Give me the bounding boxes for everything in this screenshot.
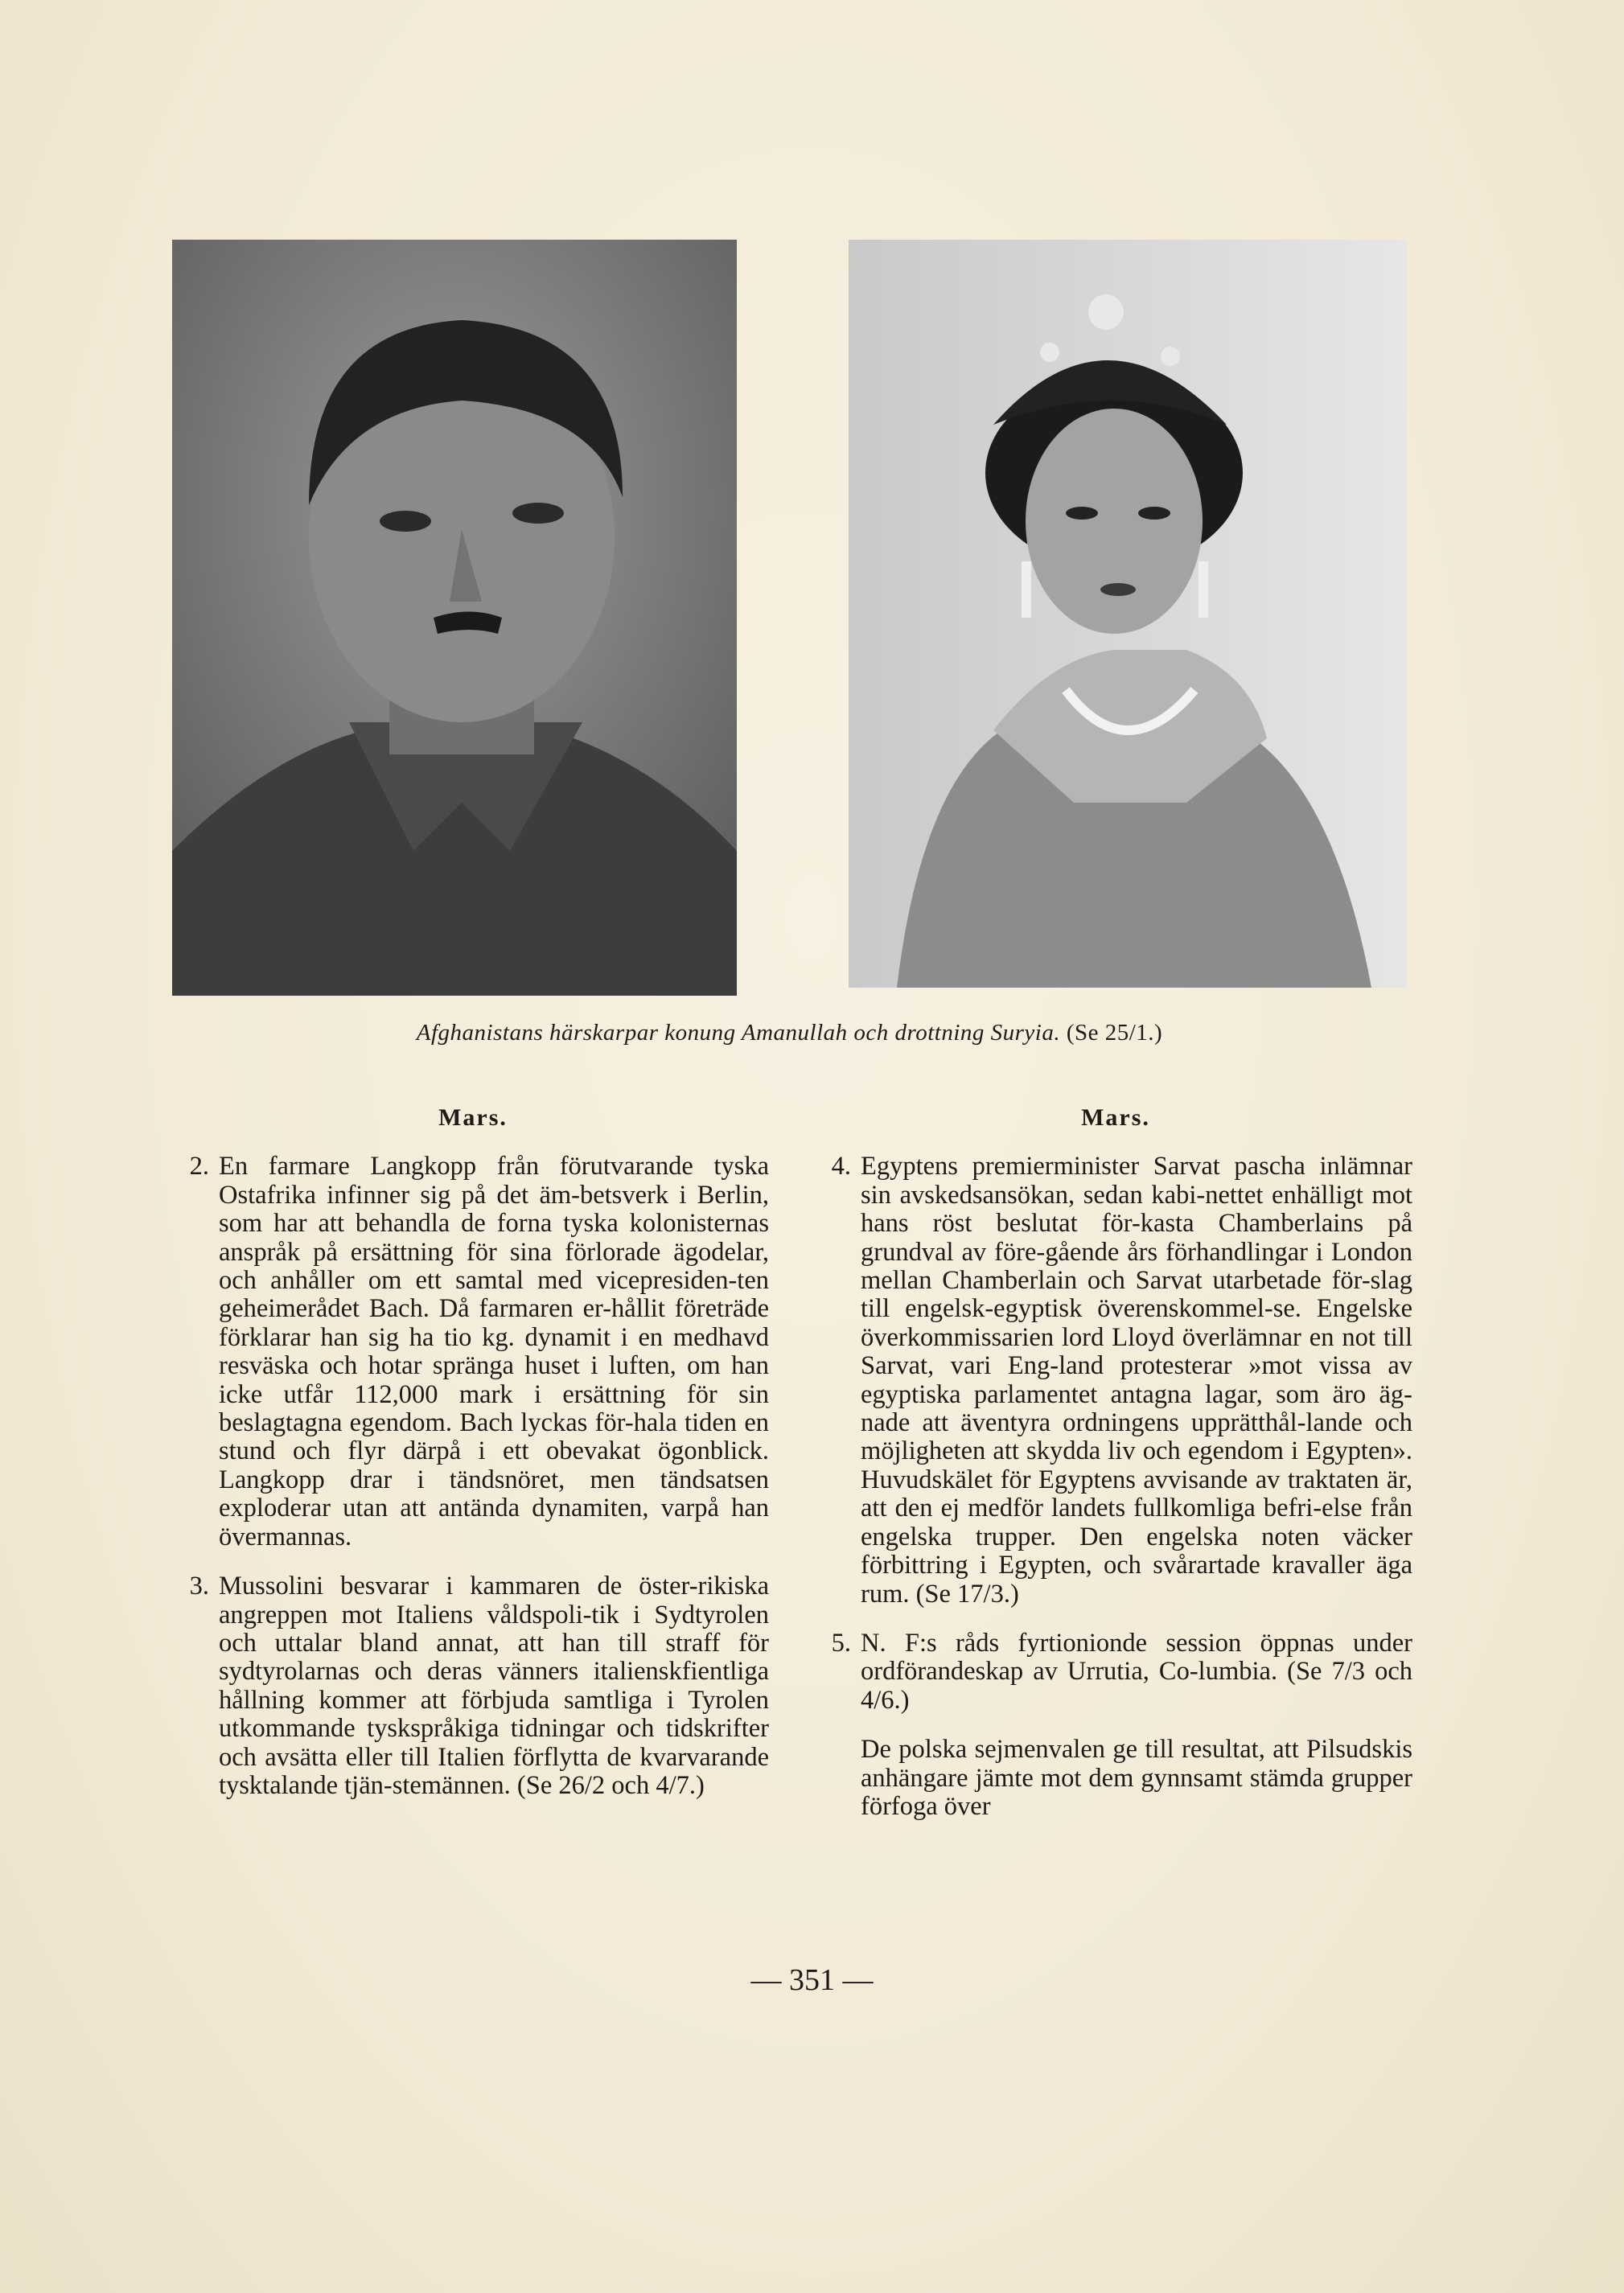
portrait-queen-illustration: [849, 240, 1407, 988]
entry-4: [819, 1153, 1412, 1609]
entry-text: Mussolini besvarar i kammaren de öster-rikiska angreppen mot Italiens våldspoli-tik i Sydtyrolen och uttalar bland annat, att han till straff för sydtyrolarnas och deras vänners italienskfientliga hållning kommer att förbjuda samtliga i Tyrolen utkommande tyskspråkiga tidningar och tidskrifter och avsätta eller till Italien förflytta de kvarvarande tysktalande tjän-stemännen. (Se 26/2 och 4/7.): [219, 1572, 769, 1800]
page-number: — 351 —: [750, 1963, 874, 1997]
entry-5: [819, 1629, 1412, 1715]
entry-text: Egyptens premierminister Sarvat pascha inlämnar sin avskedsansökan, sedan kabi-nettet enhälligt mot hans röst beslutat för-kasta Chamberlains på grundval av före-gående års förhandlingar i London mellan Chamberlain och Sarvat utarbetade för-slag till engelsk-egyptisk överenskommel-se. Engelske överkommissarien lord Lloyd överlämnar en not till Sarvat, vari Eng-land protesterar »mot vissa av egyptiska parlamentet antagna lagar, som äro äg-nade att äventyra ordningens upprätthål-lande och möjligheten att skydda liv och egendom i Egypten». Huvudskälet för Egyptens avvisande av traktaten är, att den ej medför landets fullkomliga befri-else från engelska trupper. Den engelska noten väcker förbittring i Egypten, och svårartade kravaller äga rum. (Se 17/3.): [861, 1152, 1412, 1609]
entry-2: [177, 1153, 769, 1551]
caption-text: Afghanistans härskarpar konung Amanullah och drottning Suryia.: [416, 1020, 1061, 1046]
entry-text: De polska sejmenvalen ge till resultat, att Pilsudskis anhängare jämte mot dem gynnsamt stämda grupper förfoga över: [861, 1735, 1412, 1821]
right-column-heading: Mars.: [1081, 1104, 1150, 1131]
entry-text: En farmare Langkopp från förutvarande tyska Ostafrika infinner sig på det äm-betsverk i Berlin, som har att behandla de forna tyska kolonisternas anspråk på ersättning för sina förlorade ägodelar, och anhåller om ett samtal med vicepresiden-ten geheimerådet Bach. Då farmaren er-hållit företräde förklarar han sig ha tio kg. dynamit i en medhavd resväska och hotar spränga huset i luften, om han icke utfår 112,000 mark i ersättning för sin beslagtagna egendom. Bach lyckas för-hala tiden en stund och flyr därpå i ett obevakat ögonblick. Langkopp drar i tändsnöret, men tändsatsen exploderar utan att antända dynamiten, varpå han övermannas.: [219, 1152, 769, 1551]
entry-number: 3.: [189, 1572, 209, 1601]
photo-caption: [172, 1020, 1407, 1046]
portrait-photo-king: [172, 240, 737, 996]
right-column: [819, 1103, 1412, 1842]
entry-number: 5.: [831, 1628, 851, 1658]
entry-number: 2.: [189, 1152, 209, 1181]
entry-text: N. F:s råds fyrtionionde session öppnas under ordförandeskap av Urrutia, Co-lumbia. (Se 7/3 och 4/6.): [861, 1628, 1412, 1715]
entry-3: [177, 1572, 769, 1800]
entry-number: 4.: [831, 1152, 851, 1181]
portrait-photo-queen: [849, 240, 1407, 988]
caption-reference: (Se 25/1.): [1066, 1020, 1163, 1046]
portrait-king-illustration: [172, 240, 737, 996]
left-column-heading: Mars.: [438, 1104, 508, 1131]
left-column: [177, 1103, 769, 1821]
entry-5-continued: [819, 1736, 1412, 1821]
